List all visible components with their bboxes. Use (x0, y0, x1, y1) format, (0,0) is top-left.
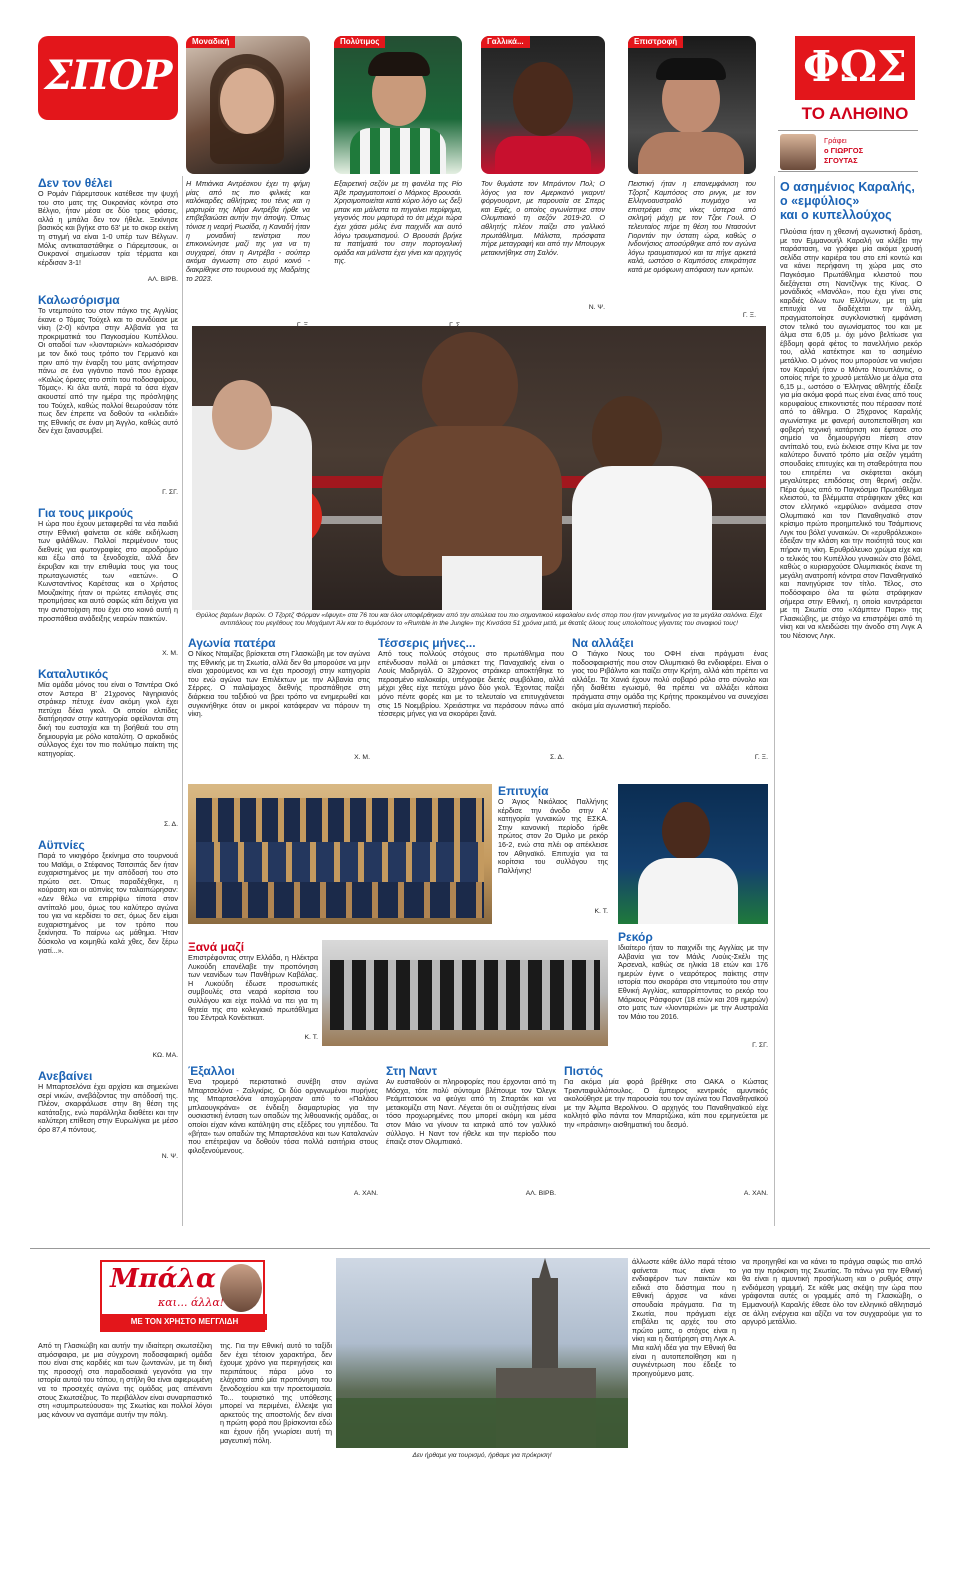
mid-article-1 (188, 636, 370, 766)
left-text-2: Το ντεμπούτο του στον πάγκο της Αγγλίας έκανε ο Τόμας Τούχελ και το συνδύασε με νίκη (2-0) κόντρα στην Αλβανία για τα προκριματικά του Παγκοσμίου Κυπέλλου. Οι οπαδοί των «λιονταριών» καλωσόρισαν με τον δικό τους τρόπο τον Γερμανό και πριν από την έναρξη του ματς ανήρτησαν πάνω σε ένα γιγάντιο πανό που έγραφε «Καλώς όρισες στο σπίτι του ποδοσφαίρου, Τόμας». Κι όλα αυτά, παρά τα όσα είχαν ακουστεί από την ημέρα της πρόσληψης του Τούχελ, καθώς πολλοί θεωρούσαν τότε πως δεν έπρεπε να δοθούν τα «κλειδιά» της Εθνικής σε έναν μη Άγγλο, καθώς αυτό δεν έχει ξανασυμβεί. (38, 307, 178, 436)
card-text-2: Εξαιρετική σεζόν με τη φανέλα της Ρίο Άβε πραγματοποιεί ο Μάρκος Βρουσάι. Χρησιμοποιείται κατά κύριο λόγο ως δεξί μπακ και μάλιστα τα πηγαίνει περίφημα, γεγονός που μαρτυρά το ότι μέχρι τώρα έχει χάσει μόλις ένα παιχνίδι και αυτό λόγω τραυματισμού. Ο Βρουσάι βρήκε τα πατήματά του στην πορτογαλική ομάδα και μάλιστα έχει γίνει και αρχηγός της. (334, 180, 462, 266)
main-photo-boxing (192, 326, 766, 610)
card-photo-3 (481, 36, 605, 174)
mpala-byline: ΜΕ ΤΟΝ ΧΡΗΣΤΟ ΜΕΓΓΛΙΔΗ (102, 1314, 267, 1330)
mid-article-2 (378, 636, 564, 766)
left-text-6: Η Μπαρτσελόνα έχει αρχίσει και σημειώνει σερί νικών, ανεβάζοντας την απόδοσή της. Πλέον, σκαρφάλωσε στην 8η θέση της κατάταξης, ενώ παράλληλα διαθέτει και την καλύτερη επίθεση στην Ευρωλίγκα με μέσο όρο 87,4 πόντους. (38, 1083, 178, 1134)
bottom-sig-2: ΑΛ. ΒΙΡΒ. (525, 1190, 556, 1197)
left-text-3: Η ώρα που έχουν μεταφερθεί τα νέα παιδιά στην Εθνική φαίνεται σε κάθε εκδήλωση των φιλάθλων. Πολλοί περιμένουν τους διεθνείς για φωτογραφίες στο αεροδρόμιο και έξω από τα ξενοδοχεία, αλλά δεν έκρυβαν και την επιθυμία τους για τους πρωταγωνιστές των «αετών». Ο Κωνσταντίνος Καρέτσας και ο Χρήστος Μουζακίτης ήταν οι πρώτες επιλογές στις προτιμήσεις και αυτό σαφώς κάτι δείχνει για την αντιστοίχιση που έχει στο κοινό αυτή η προσπάθεια ανάδειξης νεαρών παικτών. (38, 520, 178, 623)
right-headline-3: και ο κυπελλούχος (780, 208, 892, 222)
mid-title-1: Αγωνία πατέρα (188, 636, 276, 650)
card-tag-4: Επιστροφή (628, 36, 683, 48)
section-logo-spor: ΣΠΟΡ (38, 36, 178, 120)
author-line2: ο ΓΙΩΡΓΟΣ (824, 146, 864, 155)
bottom-article-1 (188, 1064, 378, 1224)
bottom-title-3: Πιστός (564, 1064, 604, 1078)
xana-sig: Κ. Τ. (304, 1034, 318, 1041)
epitixia-sig: Κ. Τ. (594, 908, 608, 915)
right-headline-2: ο «εμφύλιος» (780, 194, 860, 208)
left-title-5: Αϋπνίες (38, 838, 85, 852)
bottom-title-1: Έξαλλοι (188, 1064, 235, 1078)
epitixia-title: Επιτυχία (498, 784, 549, 798)
xana-text: Επιστρέφοντας στην Ελλάδα, η Ηλέκτρα Λυκούδη επανέλαβε την προπόνηση των νεανίδων των Πανθήρων Καβάλας. Η Λυκούδη έδωσε προσωπικές συμβουλές στα νεαρά κορίτσια του συλλόγου και είχε πολλά να πει για τη θητεία της στο κολεγιακό πρωτάθλημα του Σέντραλ Κονέκτικατ. (188, 954, 318, 1023)
left-column (38, 176, 178, 1226)
bottom-text-3: Για ακόμα μία φορά βρέθηκε στο ΟΑΚΑ ο Κώστας Τριανταφυλλόπουλος. Ο έμπειρος κεντρικός αμυντικός ακολούθησε με την παρουσία του τον αγώνα του Παναθηναϊκού με την Άλμπα Βερολίνου. Ο αρχηγός του Παναθηναϊκού είχε κολλητό φίλο πάντα τον Μπαρτζώκα, κάτι που ερμηνεύεται με την «πράσινη» αισθηματική του δεσμό. (564, 1078, 768, 1129)
left-title-2: Καλωσόρισμα (38, 293, 120, 307)
mid-text-2: Από τους πολλούς στόχους στο πρωτάθλημα που επένδυσαν πολλά οι μπάσκετ της Παναχαϊκής είναι ο Λουίς Μαδριγάλ. Ο 32χρονος στράικερ αποκτήθηκε το περασμένο καλοκαίρι, υπέγραψε διετές συμβόλαιο, αλλά μέχρι χθες είχε πετύχει μόνο δύο γκολ. Έχοντας παίξει μόνο πέντε φορές και με το τελευταίο να επιτυγχάνεται στις 15 Νοεμβρίου. Χρειάστηκε να περάσουν πάνω από τέσσερις μήνες για να σκοράρει ξανά. (378, 650, 564, 719)
left-title-6: Ανεβαίνει (38, 1069, 93, 1083)
left-text-1: Ο Ρομάν Γιάρεμτσουκ κατέθεσε την ψυχή του στο ματς της Ουκρανίας κόντρα στο Βέλγιο, ήταν μέσα σε δύο τρεις φάσεις, αλλά η μπάλα δεν τον ήθελε. Ξεκίνησε βασικός και βγήκε στο 63' με το σκορ εκείνη τη στιγμή να είναι 1-0 υπέρ των Βέλγων. Μόλις αντικαταστάθηκε ο Γιάρεμτσουκ, οι Ουκρανοί σημείωσαν τρία τέρματα και κέρδισαν 3-1! (38, 190, 178, 267)
left-title-1: Δεν τον θέλει (38, 176, 113, 190)
mpala-logo-box (100, 1260, 265, 1332)
mpala-col-3: άλλωστε κάθε άλλο παρά τέτοιο φαίνεται πως είναι το ενδιαφέρον των παικτών και ειδικά στο διάστημα που η Εθνική άρχισε να κάνει σπουδαία πράγματα. Για τη Σκωτία, που πράγματι είχε επιβάλει τις αρχές του στο πρώτο ματς, ο στόχος είναι η νίκη και η διατήρηση στη Λιγκ Α. Μια καλή ιδέα για την Εθνική θα είναι η αυτοπεποίθηση και η συγκέντρωση που έδειξε το προηγούμενο ματς. (632, 1258, 736, 1378)
xana-article (188, 940, 318, 1050)
xana-title: Ξανά μαζί (188, 940, 245, 954)
card-tag-1: Μοναδική (186, 36, 235, 48)
left-sig-1: ΑΛ. ΒΙΡΒ. (147, 276, 178, 283)
author-line1: Γράφει (824, 136, 847, 145)
mid-title-2: Τέσσερις μήνες... (378, 636, 476, 650)
card-tag-2: Πολύτιμος (334, 36, 385, 48)
left-sig-3: Χ. Μ. (162, 650, 178, 657)
mpala-author-avatar (220, 1264, 262, 1312)
card-text-3: Τον θυμάστε τον Μπράντον Πολ; Ο λόγος για τον Αμερικανό γκαρντ/φόργουορντ, με παρουσία σε Σπερς και Εφές, ο οποίος αγωνίστηκε στον Ολυμπιακό τη σεζόν 2019-20. Ο αθλητής πλέον παίζει στο γαλλικό πρωτάθλημα. Μάλιστα, πρόσφατα πήρε μεταγραφή και από την Μπουργκ μετακινήθηκε στη Σαλόν. (481, 180, 605, 257)
left-sig-6: Ν. Ψ. (161, 1153, 178, 1160)
bottom-article-2 (386, 1064, 556, 1224)
glasgow-photo (336, 1258, 628, 1448)
rekor-sig: Γ. ΣΓ. (752, 1042, 768, 1049)
left-text-4: Μία ομάδα μόνος του είναι ο Τσιντέρα Οκό στον Άστερα Β' 21χρονος Νιγηριανός στράικερ πέτυχε έναν ακόμη γκολ έχει πετύχει δέκα γκολ. Οι οποίοι ελπίδες διατήρησαν στην κατηγορία οφείλονται στη δική του ευστοχία και τη βοήθειά του στη δημιουργία με ρόλο καταλύτη. Ο αρκαδικός σύλλογος έχει τον πιο πολύτιμο παίκτη της κατηγορίας. (38, 681, 178, 758)
mpala-col-2: της. Για την Εθνική αυτό το ταξίδι δεν έχει τέτοιον χαρακτήρα, δεν έχουμε χρόνο για περιηγήσεις και περιπάτους πάρα μόνο το ελάχιστο από μία προπόνηση του ξενοδοχείου και την προετοιμασία. Το... τουριστικό της υπόθεσης μπορεί να περιμένει, έλλειψε για αρκετούς της αποστολής δεν είναι η πρώτη φορά που βρίσκονται εδώ και έχουν ήδη γνωρίσει αυτή τη μαγευτική πόλη. (220, 1342, 332, 1445)
mpala-col-4: να προηγηθεί και να κάνει το πράγμα σαφώς πιο απλό για την πρόκριση της Σκωτίας. Το πάνω για την Εθνική θα είναι η αμυντική προσήλωση και ο ρυθμός στην ενδιάμεση γραμμή. Σε κάθε μας σκέψη την ώρα που γράφονται αυτές οι γραμμές από τη Γλασκώβη, ο Εμμανουήλ Καραλής έθεσε όλο τον ελληνικό αθλητισμό σε άλλη ενέργεια και αξίζει να τον συγχαρούμε για το αργυρό μετάλλιο. (742, 1258, 922, 1327)
right-headline-1: Ο ασημένιος Καραλής, (780, 180, 915, 194)
player-photo-lewis-skelly (618, 784, 768, 924)
right-text: Πλούσια ήταν η χθεσινή αγωνιστική δράση, με τον Εμμανουήλ Καραλή να κλέβει την παράσταση, να γράφει μία ακόμα χρυσή σελίδα στην καριέρα του στο επί κοντώ και να κάνει περήφανη τη χώρα μας στο Παγκόσμιο Πρωτάθλημα κλειστού που διεξάγεται στη Ναντζίνγκ της Κίνας. Ο μονάδικός «Μανόλο», που έχει γίνει στις καρδιές όλων των Ελλήνων, με τη μία επιτυχία να διαδέχεται την άλλη, πραγματοποίησε συγκλονιστική εμφάνιση στον τελικό του αγωνίσματος του και με άλμα στα 6,05 μ. όχι μόνο βελτίωσε για έβδομη φορά φέτος το πανελλήνιο ρεκόρ του, αλλά κατέκτησε και το ασημένιο μετάλλιο. Ο μόνος που μπορούσε να νικήσει τον Καραλή ήταν ο Μόντο Ντουπλάντις, ο οποίος πήρε το χρυσό μετάλλιο με άλμα στα 6,15 μ., ωστόσο ο Έλληνας αθλητής έδειξε για μία ακόμα φορά πως είναι ένας από τους κορυφαίους επικοντιστές που πέρασαν ποτέ από το άθλημα. Ο 25χρονος Καραλής αγωνίστηκε με φανερή αυτοπεποίθηση και φοβερή τεχνική κατάρτιση και έφτασε στο σημείο να δημιουργήσει πίεση στον αντίπαλό του, ενώ έκλεισε στην Κίνα με τον καλύτερο δυνατό τρόπο μία σεζόν γεμάτη σπουδαίες επιτυχίες και τη σταθερότητα που του επιτρέπει να σκέφτεται ακόμη μεγαλύτερες επιδόσεις στη θερινή σεζόν. Πέρα όμως από το Παγκόσμιο Πρωτάθλημα κλειστού, τα βλέμματα στράφηκαν χθες και στον ελληνικό «εμφύλιο» ανάμεσα στον Ολυμπιακό και τον Παναθηναϊκό στον κρίσιμο πρώτο προημιτελικό του Τσάμπιονς Λιγκ του βόλεϊ γυναικών. Οι «ερυθρόλευκοι» έδειξαν την κλάση και την ποιότητά τους και πήραν τη νίκη. Ερυθρόλευκο χρώμα είχε και ο τελικός του Κυπέλλου γυναικών στο βόλεϊ, καθώς ο κυριαρχούσε Ολυμπιακός έκανε τη μεγάλη ανατροπή κόντρα στον Παναθηναϊκό και πανηγύρισε τον τίτλο. Τέλος, στο ποδόσφαιρο όλα τα φώτα στράφηκαν σήμερα στην Εθνική, η οποία κοντράρεται με τη Σκωτία στο «Χάμπτεν Παρκ» της Γλασκώβης, με στόχο να επιστρέψει από τη νίκη και να κλειδώσει την άνοδο στη Λιγκ Α του Νέσιονς Λιγκ. (780, 228, 922, 640)
glasgow-photo-caption: Δεν ήρθαμε για τουρισμό, ήρθαμε για πρόκριση! (412, 1452, 552, 1459)
main-photo-caption: Θρύλος βαρέων βαρών. Ο Τζορτζ Φόρμαν «έφυγε» στα 76 του και όλοι υποφέρθηκαν από την απώλεια του πιο σημαντικού κεφαλαίου ενός σπορ που ήταν γεννημένος για τα μεγάλα σαλόνια. Είχε αντιπάλους του μεγέθους του Μοχάμεντ Άλι και το θυμόσουν το «Rumble in the Jungle» της Κινσάσα 51 χρόνια μετά, με θεατές όλους τους υπολοίπους γίγαντες του σιναφιού τους! (195, 612, 763, 627)
bottom-text-2: Αν ευσταθούν οι πληροφορίες που έρχονται από τη Μόσχα, τότε πολύ σύντομα βλέπουμε τον Όλεγκ Ρεάμπτσιουκ να φεύγει από τη Σπαρτάκ και να μετακομίζει στη Ναντ. Λέγεται ότι οι συζητήσεις είναι τόσο προχωρημένες που μπορεί ακόμη και μέσα στον Μάιο να γίνουν τα ιατρικά από τον γαλλικό σύλλογο. Η Ναντ τον ήθελε και την περίοδο που έπαιζε στον Ολυμπιακό. (386, 1078, 556, 1147)
card-text-1: Η Μπιάνκα Αντρέσκου έχει τη φήμη μίας από τις πιο φιλικές και καλόκαρδες αθλήτριες του τένις και η μαρτυρία της Μίρα Αντρέβα ήρθε να επιβεβαιώσει αυτήν την άποψη. Όπως τόνισε η νεαρή Ρωσίδα, η Καναδή ήταν η μοναδική τενίστρια που επικοινώνησε μαζί της για να τη συγχαρεί, όταν η Αντρέβα - σούπερ ακόμα άγνωστη στο ευρύ κοινό - διακρίθηκε στο τουρνουά της Μαδρίτης το 2023. (186, 180, 310, 283)
mpala-brand-2: και... άλλα! (158, 1296, 225, 1309)
card-photo-2 (334, 36, 462, 174)
left-sig-5: ΚΩ. ΜΑ. (152, 1052, 178, 1059)
bottom-title-2: Στη Ναντ (386, 1064, 438, 1078)
card-sig-4: Γ. Ξ. (742, 312, 756, 319)
author-line3: ΣΓΟΥΤΑΣ (824, 156, 858, 165)
mid-article-3 (572, 636, 768, 766)
mid-text-1: Ο Νίκος Νταμίζας βρίσκεται στη Γλασκώβη με τον αγώνα της Εθνικής με τη Σκωτία, αλλά δεν θα μπορούσε να μην είναι χαρούμενος και να έχει προσοχή στην κατηγορία του ενώ αγώνα των Επιλέκτων με την Αλβανία στις Σέρρες. Ο παλαίμαχος διεθνής προσπάθησε στη διάρκεια του ταξιδιού να βρει τρόπο να ενημερωθεί και συγκινήθηκε όταν οι μικροί κατάφεραν να πάρουν τη νίκη. (188, 650, 370, 719)
bottom-article-3 (564, 1064, 768, 1224)
team-photo-kavala (322, 940, 608, 1046)
card-sig-3: Ν. Ψ. (588, 304, 605, 311)
author-badge (778, 130, 918, 172)
bottom-sig-3: Α. ΧΑΝ. (743, 1190, 768, 1197)
team-photo-pallini (188, 784, 492, 924)
mpala-brand: Μπάλα (110, 1264, 217, 1294)
mid-sig-1: Χ. Μ. (354, 754, 370, 761)
left-title-4: Καταλυτικός (38, 667, 109, 681)
fos-subtitle: ΤΟ ΑΛΗΘΙΝΟ (801, 104, 909, 123)
mid-sig-2: Σ. Δ. (549, 754, 564, 761)
left-title-3: Για τους μικρούς (38, 506, 134, 520)
author-avatar (780, 134, 816, 170)
fos-logo: ΦΩΣ (795, 36, 915, 100)
bottom-sig-1: Α. ΧΑΝ. (353, 1190, 378, 1197)
left-text-5: Παρά το νικηφόρο ξεκίνημα στο τουρνουά του Μαϊάμι, ο Στέφανος Τσιτσιπάς δεν ήταν ευχαριστημένος με την απόδοσή του στο πρώτο σετ. Όπως παραδέχθηκε, η κούραση και οι αϋπνίες τον ταλαιπώρησαν: «Δεν θέλω να επιρρίψω τίποτα στον αντίπαλό μου, όμως του καλύτερο αγώνα του για να κερδίσει το σετ, όμως δεν είμαι ευχαριστημένος με τον τρόπο που ξεκίνησα. Το παίρνω ως μάθημα. Ήταν δύσκολο να κοιμηθώ καλά χθες, δεν ξέρω γιατί...». (38, 852, 178, 955)
mpala-col-1: Από τη Γλασκώβη και αυτήν την ιδιαίτερη σκωτσέζικη ατμόσφαιρα, με μια σύγχρονη ποδοσφαιρική ομάδα που είναι στις καρδιές και των ζωντανών, με τη δική της προσοχή στα παραδοσιακά γεγονότα για την ιστορία αυτού του τόπου, η στήλη θα είναι αφιερωμένη να το προσεχές αγώνα της ομάδας μας απέναντι στους Σκωτσέζους. Το περιβάλλον είναι συναρπαστικό στη «συμπρωτεύουσα» της Σκωτίας και πολλοί λόγοι μας κάνουν να αγαπάμε αυτήν την πόλη. (38, 1342, 212, 1419)
card-tag-3: Γαλλικά... (481, 36, 530, 48)
card-photo-1 (186, 36, 310, 174)
right-article (780, 180, 922, 1246)
rekor-text: Ιδιαίτερο ήταν το παιχνίδι της Αγγλίας με την Αλβανία για τον Μάιλς Λιούις-Σκέλι της Άρσεναλ, καθώς σε ηλικία 18 ετών και 176 ημερών έγινε ο νεαρότερος παίκτης στην ιστορία που σκοράρει στο ντεμπούτο του στην Εθνική Αγγλίας, καταρρίπτοντας το ρεκόρ του Μάρκους Ράσφορντ (18 ετών και 209 ημερών) στο ματς των «λιονταριών» με την Αυστραλία τον Μάιο του 2016. (618, 944, 768, 1021)
rekor-title: Ρεκόρ (618, 930, 653, 944)
left-sig-2: Γ. ΣΓ. (162, 489, 178, 496)
mid-title-3: Να αλλάξει (572, 636, 634, 650)
card-photo-4 (628, 36, 756, 174)
left-sig-4: Σ. Δ. (163, 821, 178, 828)
rekor-article (618, 930, 768, 1056)
mid-sig-3: Γ. Ξ. (754, 754, 768, 761)
mid-text-3: Ο Τιάγκο Νους του ΟΦΗ είναι πράγματι ένας ποδοσφαιριστής που στον Ολυμπιακό θα ενδιαφέρει. Είναι ο γιος του Ριβάλντο και παίζει στην Κρήτη, αλλά κάτι πρέπει να αλλάξει. Τα Χανιά έχουν πολύ σοβαρό ρόλο στο σύνολο και ήδη διαθέτει εγωισμό, θα πρέπει να αλλάξει κάποια πράγματα στην ομάδα της Κρήτης προκειμένου να συνεχίσει ακόμα μία αγωνιστική περίοδο. (572, 650, 768, 710)
epitixia-text: Ο Άγιος Νικόλαος Παλλήνης κέρδισε την άνοδο στην Α' κατηγορία γυναικών της ΕΣΚΑ. Στην κανονική περίοδο ήρθε πρώτος στον 2ο Όμιλο με ρεκόρ 16-2, ενώ στα πλέι οφ απέκλεισε τον Αθηναϊκό. Επιτυχία για τα κορίτσια του συλλόγου της Παλλήνης! (498, 798, 608, 875)
card-text-4: Πειστική ήταν η επανεμφάνιση του Τζορτζ Καμπόσος στο ρινγκ, με τον Ελληνοαυστραλό πυγμάχο να επιστρέφει στις νίκες ύστερα από σκληρή μάχη με τον Τζεκ Γουλ. Ο τελευταίος πήρε τη θέση του Ντασούντ Γιορντάν την ύστατη ώρα, καθώς ο Ινδονήσιος αποσύρθηκε από τον αγώνα λόγω τραυματισμού και τα πήγε αρκετά καλά, ωστόσο ο Καμπόσος επικράτησε κατά με ομόφωνη απόφαση των κριτών. (628, 180, 756, 274)
bottom-text-1: Ένα τρομερό περιστατικό συνέβη στον αγώνα Μπαρτσελόνα - Ζαλγκίρις. Οι δύο οργανωμένοι πυρήνες της Μπαρτσελόνα αποχώρησαν από το «Παλάου μπλαουγκράνα» σε ένδειξη διαμαρτυρίας για την ουσιαστική ένταση των οπαδών της λιθουανικής ομάδας, οι οποίοι είχαν κάνει κατάληψη στις εξέδρες του γηπέδου. Τα «βήτα» των οπαδών της Μπαρτσελόνα και των Καταλανών που επέτρεψαν να δοθούν τόσα πολλά εισιτήρια στους φιλοξενούμενους. (188, 1078, 378, 1155)
epitixia-article (498, 784, 608, 924)
